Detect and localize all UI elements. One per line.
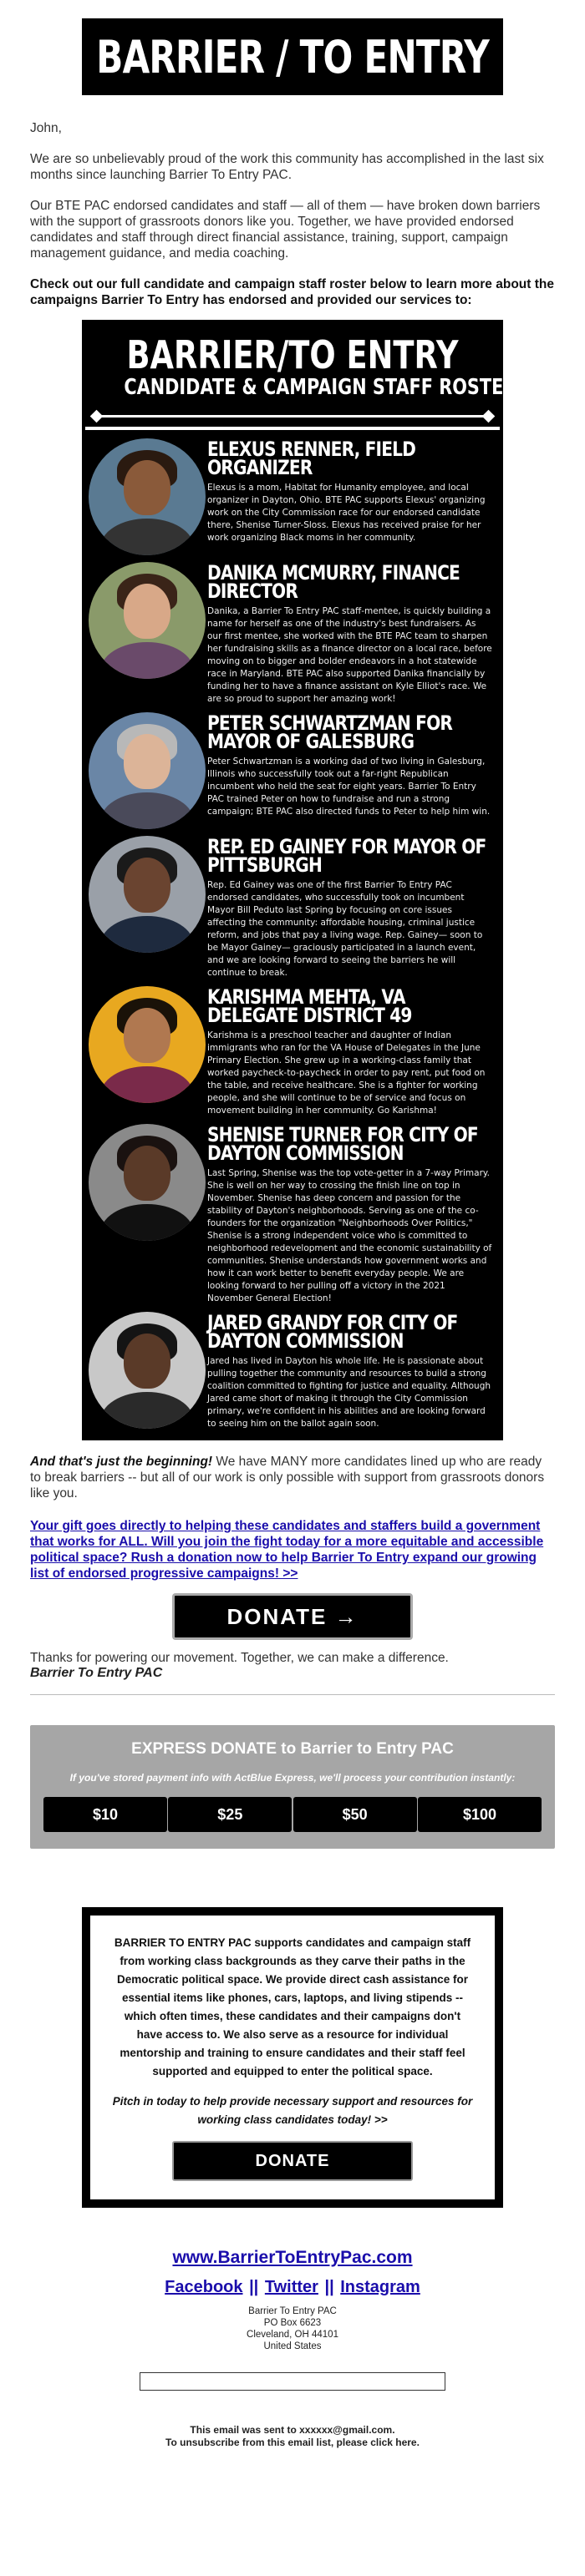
- express-title: EXPRESS DONATE to Barrier to Entry PAC: [131, 1740, 454, 1758]
- person-name: JARED GRANDY FOR CITY OF DAYTON COMMISSION: [207, 1311, 458, 1353]
- roster-person: [85, 709, 500, 833]
- person-photo: [89, 712, 206, 829]
- person-name: DANIKA MCMURRY, FINANCE DIRECTOR: [207, 561, 460, 603]
- person-name: ELEXUS RENNER, FIELD ORGANIZER: [207, 438, 416, 479]
- mission-donate-label: DONATE: [255, 2152, 330, 2170]
- after-lead: And that's just the beginning!: [30, 1455, 213, 1469]
- address-po-box: PO Box 6623: [263, 2318, 322, 2328]
- person-name: REP. ED GAINEY FOR MAYOR OF PITTSBURGH: [207, 835, 486, 877]
- sent-to-notice: [0, 2424, 585, 2449]
- mailing-address: [0, 2305, 585, 2352]
- separator: ||: [324, 2278, 334, 2296]
- person-name: PETER SCHWARTZMAN FOR MAYOR OF GALESBURG: [207, 711, 453, 753]
- unsubscribe-link[interactable]: To unsubscribe from this email list, please click here.: [165, 2437, 420, 2448]
- person-bio: Elexus is a mom, Habitat for Humanity employee, and local organizer in Dayton, Ohio. BTE PAC supports Elexus' organizing work on the City Commission race for our endorsed candidate there, Shenise Turner-Sloss. Elexus has received praise for her work organizing Black moms in her community.: [207, 483, 486, 543]
- person-name: KARISHMA MEHTA, VA DELEGATE DISTRICT 49: [207, 985, 412, 1027]
- greeting: John,: [30, 121, 62, 135]
- address-country: United States: [263, 2341, 322, 2351]
- roster-divider: [90, 410, 495, 422]
- website-link[interactable]: www.BarrierToEntryPac.com: [172, 2248, 413, 2267]
- person-photo: [89, 562, 206, 679]
- person-bio: Peter Schwartzman is a working dad of two living in Galesburg, Illinois who successfully took out a far-right Republican incumbent who held the seat for eight years. Barrier To Entry PAC trained Peter on how to fundraise and run a strong campaign; BTE PAC also directed funds to Peter to help him win.: [207, 757, 491, 817]
- intro-paragraph-2: Our BTE PAC endorsed candidates and staff — all of them — have broken down barriers with the support of grassroots donors like you. Together, we have provided endorsed candidates and staff through direct financial assistance, training, support, campaign management guidance, and media coaching.: [30, 199, 541, 261]
- footer: [0, 2248, 585, 2449]
- person-bio: Last Spring, Shenise was the top vote-getter in a 7-way Primary. She is well on her way to crossing the finish line on top in November. Shenise has deep concern and passion for the stability of Dayton's neighborhoods. Serving as one of the co-founders for the organization "Neighborhoods Over Politics," Shenise is a strong independent voice who is committed to neighborhood redevelopment and the economic sustainability of communities. Shenise understands how government works and how it can work better to benefit everyday people. We are looking forward to her pulling off a victory in the 2021 November General Election!: [207, 1168, 492, 1303]
- donate-cta-link[interactable]: Your gift goes directly to helping these candidates and staffers build a government that works for ALL. Will you join the fight today for a more equitable and accessible political space? Rush a donation now to help Barrier To Entry expand our growing list of endorsed progressive campaigns! >>: [30, 1519, 544, 1581]
- after-roster-paragraph: [0, 1454, 585, 1501]
- person-photo: [89, 1124, 206, 1241]
- person-photo: [89, 836, 206, 953]
- twitter-link[interactable]: Twitter: [264, 2278, 318, 2296]
- separator: ||: [249, 2278, 259, 2296]
- logo-text: BARRIER / TO ENTRY: [96, 30, 489, 84]
- diamond-ornament-icon: [482, 410, 496, 423]
- roster-person: [85, 435, 500, 559]
- person-photo: [89, 986, 206, 1103]
- signoff: Thanks for powering our movement. Together, we can make a difference.: [30, 1651, 449, 1665]
- express-amounts: [42, 1797, 543, 1832]
- express-donate-panel: [30, 1725, 555, 1849]
- intro-paragraph-1: We are so unbelievably proud of the work this community has accomplished in the last six months since launching Barrier To Entry PAC.: [30, 152, 544, 182]
- person-bio: Rep. Ed Gainey was one of the first Barrier To Entry PAC endorsed candidates, who successfully took on incumbent Mayor Bill Peduto last Spring by focusing on core issues affecting the community: affordable housing, criminal justice reform, and jobs that pay a living wage. Rep. Gainey— soon to be Mayor Gainey— graciously participated in a launch event, and we are looking forward to seeing the barriers he will continue to break.: [207, 880, 483, 978]
- express-subtitle: If you've stored payment info with ActBlue Express, we'll process your contribution instantly:: [69, 1772, 516, 1784]
- instagram-link[interactable]: Instagram: [340, 2278, 420, 2296]
- roster-title: BARRIER/TO ENTRY: [126, 332, 459, 377]
- amount-button-25[interactable]: $25: [168, 1797, 292, 1832]
- divider: [30, 1694, 555, 1695]
- roster-person: [85, 1308, 500, 1434]
- empty-box: [140, 2372, 445, 2391]
- person-name: SHENISE TURNER FOR CITY OF DAYTON COMMISSION: [207, 1123, 478, 1165]
- mission-donate-button[interactable]: [172, 2141, 413, 2181]
- divider-line: [97, 415, 488, 418]
- mission-ask[interactable]: Pitch in today to help provide necessary support and resources for working class candidates today! >>: [112, 2095, 473, 2126]
- person-bio: Danika, a Barrier To Entry PAC staff-mentee, is quickly building a name for herself as one of the industry's best fundraisers. As our first mentee, she worked with the BTE PAC team to sharpen her fundraising skills as a finance director on a local race, before moving on to bigger and bolder endeavors in a hot statewide race in Maryland. BTE PAC also supported Danika financially by funding her to have a finance assistant on Kyle Elliot's race. We are so proud to support her amazing work!: [207, 606, 492, 704]
- social-links: [0, 2278, 585, 2297]
- intro-paragraph-3: Check out our full candidate and campaign staff roster below to learn more about the campaigns Barrier To Entry has endorsed and provided our services to:: [30, 277, 554, 307]
- amount-button-10[interactable]: $10: [43, 1797, 167, 1832]
- donate-button-label: DONATE →: [226, 1603, 359, 1629]
- after-rest: We have MANY more candidates lined up who are ready to break barriers -- but all of our work is only possible with support from grassroots donors like you.: [30, 1455, 545, 1501]
- amount-button-100[interactable]: $100: [418, 1797, 542, 1832]
- amount-button-50[interactable]: $50: [293, 1797, 417, 1832]
- person-bio: Karishma is a preschool teacher and daughter of Indian immigrants who ran for the VA House of Delegates in the June Primary Election. She grew up in a working-class family that worked paycheck-to-paycheck in order to pay rent, put food on the table, and receive healthcare. She is a fighter for working people, and she will continue to be of service and focus on movement building in her community. Go Karishma!: [207, 1030, 486, 1116]
- person-bio: Jared has lived in Dayton his whole life. He is passionate about pulling together the community and resources to build a strong coalition committed to fighting for justice and equality. Although Jared came short of making it through the City Commission primary, we're confident in his abilities and are looking forward to seeing him on the ballot again soon.: [207, 1356, 491, 1429]
- signature: Barrier To Entry PAC: [30, 1666, 163, 1680]
- roster-person: [85, 559, 500, 709]
- facebook-link[interactable]: Facebook: [165, 2278, 243, 2296]
- mission-text: BARRIER TO ENTRY PAC supports candidates and campaign staff from working class backgrounds as they carve their paths in the Democratic political space. We provide direct cash assistance for essential items like phones, cars, laptops, and living stipends -- which often times, these candidates and their campaigns don't have access to. We also serve as a resource for individual mentorship and training to ensure candidates and their staff feel supported and equipped to enter the political space.: [114, 1936, 471, 2078]
- donate-button[interactable]: [172, 1593, 413, 1640]
- email-intro: [0, 120, 585, 308]
- roster-subtitle: CANDIDATE & CAMPAIGN STAFF ROSTER: [124, 375, 517, 400]
- header-logo-banner[interactable]: [82, 18, 503, 95]
- roster-person: [85, 833, 500, 983]
- mission-box: [82, 1907, 503, 2208]
- sent-to-line: This email was sent to xxxxxx@gmail.com.: [190, 2424, 395, 2436]
- address-org: Barrier To Entry PAC: [248, 2306, 337, 2316]
- roster-person: [85, 983, 500, 1121]
- roster-list: [85, 427, 500, 1440]
- roster-graphic: [82, 320, 517, 1440]
- person-photo: [89, 1312, 206, 1429]
- person-photo: [89, 438, 206, 555]
- roster-person: [85, 1121, 500, 1308]
- address-city: Cleveland, OH 44101: [247, 2330, 338, 2340]
